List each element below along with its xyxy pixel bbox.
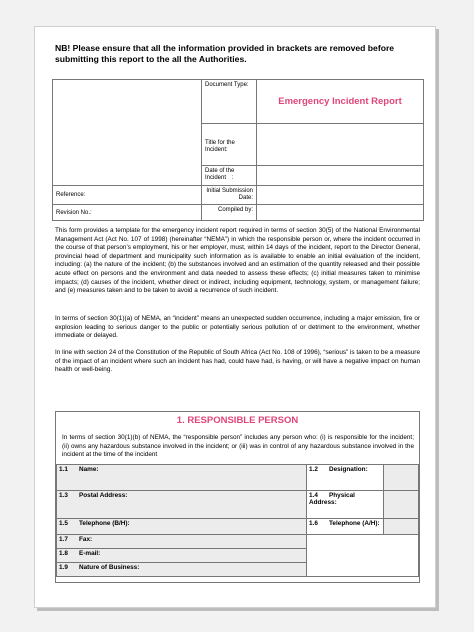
section-title: 1. RESPONSIBLE PERSON bbox=[176, 415, 299, 426]
name-field[interactable] bbox=[57, 465, 307, 491]
intro-paragraph: This form provides a template for the emergency incident report required in terms of section 30(5) of the National Environmental Management Act (Act No. 107 of 1998) (hereinafter “NEMA”) in which the responsible person or, where the incident occurred in the course of that person’s employment, his or her employer, must, within 14 days of the incident, report to the Director General, provincial head of department and municipality such information as is available to enable an initial evaluation of the incident, including: (a) the nature of the incident; (b) the substances involved and an estimation of the quantity released and their possible acute effect on persons and the environment and data needed to assess these effects; (c) initial measures taken to minimise impacts; (d) causes of the incident, whether direct or indirect, including equipment, technology, system, or management failure; and (e) measures taken and to be taken to avoid a recurrence of such incident. bbox=[55, 227, 420, 295]
field-label: Name: bbox=[79, 466, 99, 473]
field-number: 1.4 bbox=[309, 492, 318, 499]
field-number: 1.7 bbox=[59, 536, 68, 543]
document-type-label-cell bbox=[202, 80, 257, 124]
field-number: 1.3 bbox=[59, 492, 68, 499]
incident-date-field[interactable] bbox=[257, 166, 424, 186]
document-type-label: Document Type: bbox=[205, 82, 249, 88]
compiled-by-label: Compiled by: bbox=[217, 207, 253, 213]
field-label: Designation: bbox=[329, 466, 368, 473]
revision-cell bbox=[53, 205, 202, 221]
email-field[interactable] bbox=[57, 549, 307, 563]
designation-field[interactable] bbox=[307, 465, 384, 491]
incident-title-field[interactable] bbox=[257, 124, 424, 166]
serious-definition-paragraph: In line with section 24 of the Constitution of the Republic of South Africa (Act No. 108 of 1996), “serious” is taken to be a measure of the impact of an incident where such an incident has had, could have had, is having, or will have a negative impact on human health or well-being. bbox=[55, 349, 420, 374]
fax-field[interactable] bbox=[57, 535, 307, 549]
incident-definition-paragraph: In terms of section 30(1)(a) of NEMA, an “incident” means an unexpected sudden occurrence, including a major emission, fire or explosion leading to serious danger to the public or potentially serious pollution of or detriment to the environment, whether immediate or delayed. bbox=[55, 315, 420, 340]
incident-title-label: Title for the Incident: bbox=[205, 140, 235, 153]
incident-date-colon: : bbox=[231, 175, 234, 181]
responsible-person-fields bbox=[56, 464, 419, 577]
field-number: 1.5 bbox=[59, 520, 68, 527]
field-label: Telephone (B/H): bbox=[79, 520, 130, 527]
incident-date-label: Date of the Incident bbox=[205, 168, 235, 181]
field-number: 1.2 bbox=[309, 466, 318, 473]
responsible-person-section bbox=[55, 411, 420, 583]
field-label: Physical Address: bbox=[309, 492, 355, 506]
field-number: 1.8 bbox=[59, 550, 68, 557]
postal-address-field[interactable] bbox=[57, 491, 307, 519]
physical-address-value[interactable] bbox=[384, 491, 419, 519]
document-type-value: Emergency Incident Report bbox=[278, 96, 402, 107]
field-label: Fax: bbox=[79, 536, 93, 543]
field-number: 1.9 bbox=[59, 564, 68, 571]
field-label: Postal Address: bbox=[79, 492, 128, 499]
telephone-ah-value[interactable] bbox=[384, 519, 419, 535]
reference-cell bbox=[53, 186, 202, 205]
field-label: Nature of Business: bbox=[79, 564, 140, 571]
compiled-by-label-cell bbox=[202, 205, 257, 221]
nature-of-business-field[interactable] bbox=[57, 563, 307, 577]
telephone-ah-field[interactable] bbox=[307, 519, 384, 535]
header-table bbox=[52, 79, 424, 221]
designation-value[interactable] bbox=[384, 465, 419, 491]
compiled-by-field[interactable] bbox=[257, 205, 424, 221]
blank-area bbox=[307, 535, 419, 577]
initial-submission-label-cell bbox=[202, 186, 257, 205]
section-description: In terms of section 30(1)(b) of NEMA, the “responsible person” includes any person who: (i) is responsible for the incident; (ii) owns any hazardous substance involved in the incident; or (iii) was in control of any hazardous substance involved in the incident at the time of the incident bbox=[62, 434, 414, 459]
field-label: Telephone (A/H): bbox=[329, 520, 380, 527]
initial-submission-label: Initial Submission Date: bbox=[206, 188, 253, 201]
revision-label: Revision No.: bbox=[56, 210, 92, 216]
document-type-value-cell bbox=[257, 80, 424, 124]
physical-address-field[interactable] bbox=[307, 491, 384, 519]
initial-submission-field[interactable] bbox=[257, 186, 424, 205]
telephone-bh-field[interactable] bbox=[57, 519, 307, 535]
report-page bbox=[34, 26, 436, 608]
notice-text: NB! Please ensure that all the information provided in brackets are removed before submitting this report to the all the Authorities. bbox=[55, 43, 395, 64]
logo-cell bbox=[53, 80, 202, 186]
date-label-cell bbox=[202, 166, 257, 186]
reference-label: Reference: bbox=[56, 192, 86, 198]
field-number: 1.6 bbox=[309, 520, 318, 527]
field-number: 1.1 bbox=[59, 466, 68, 473]
field-label: E-mail: bbox=[79, 550, 101, 557]
title-label-cell bbox=[202, 124, 257, 166]
